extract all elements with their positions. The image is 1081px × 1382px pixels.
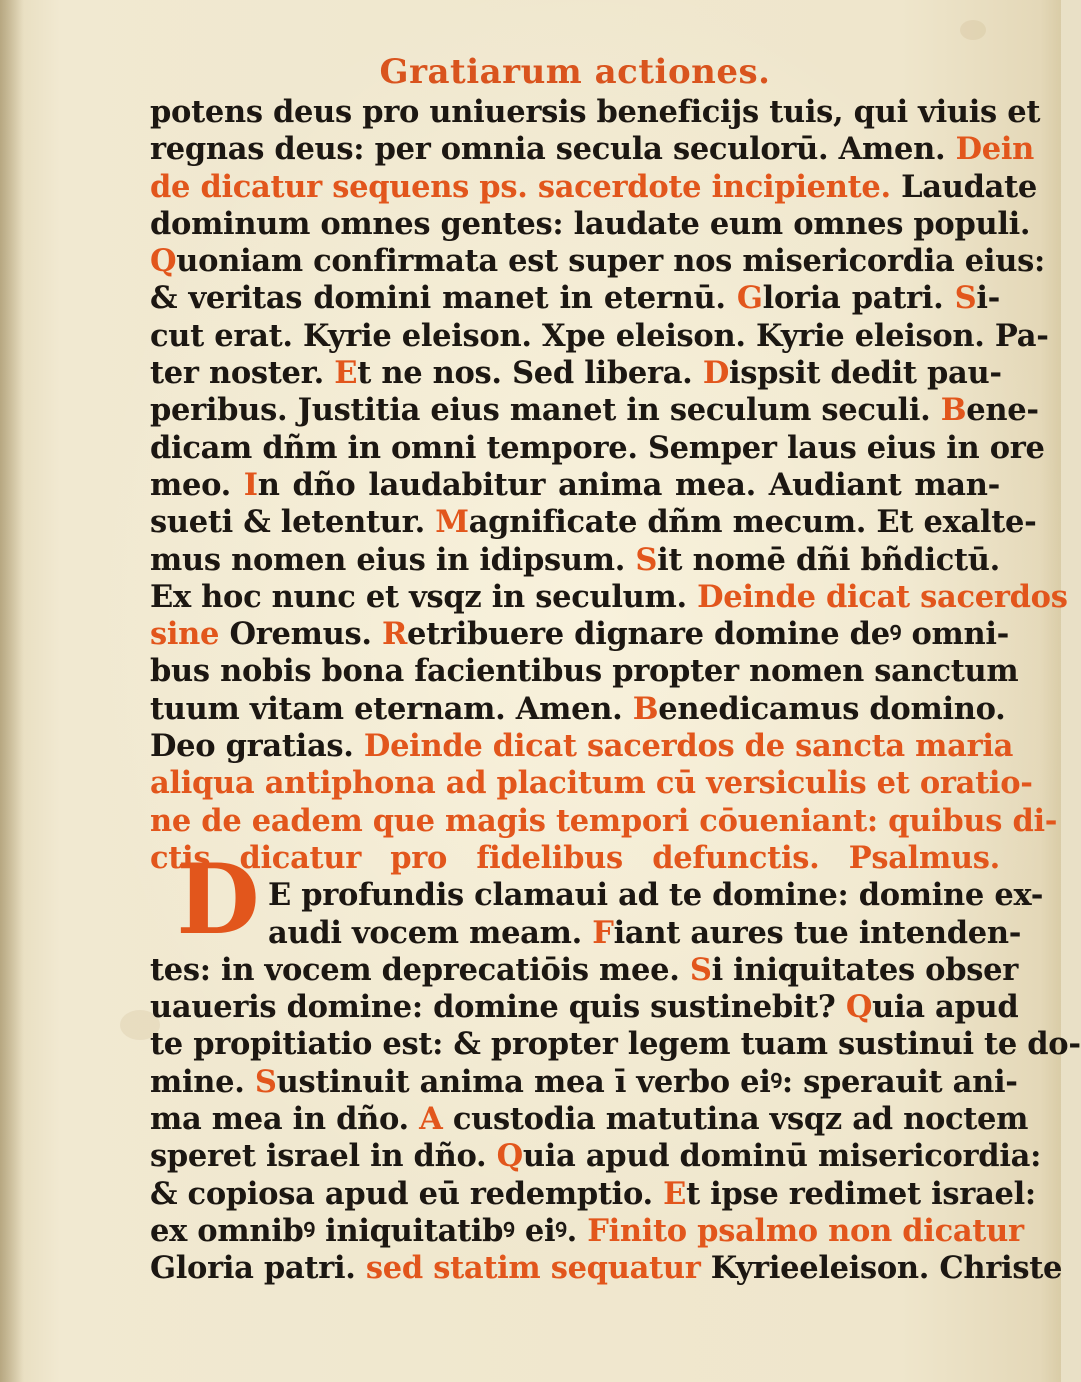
- text-line: [150, 728, 1014, 765]
- rubric-text: sed statim sequatur: [365, 1250, 711, 1287]
- rubric-text: I: [243, 466, 258, 503]
- rubric-text: Q: [150, 243, 177, 280]
- rubric-text: Finito psalmo non dicatur: [587, 1212, 1024, 1249]
- text-block: [150, 52, 1081, 1288]
- text-line: [150, 1175, 1036, 1213]
- text-line: [150, 131, 1035, 168]
- text-line: [150, 1138, 1042, 1175]
- text-line: [150, 317, 1049, 355]
- rubric-text: Deinde dicat sacerdos: [697, 578, 1068, 615]
- rubric-text: S: [689, 951, 712, 988]
- body-text: t ne nos. Sed libera.: [357, 355, 703, 392]
- body-text: mus nomen eius in idipsum.: [150, 541, 636, 578]
- body-text: sueti & letentur.: [150, 504, 436, 541]
- body-text: uia apud dominū misericordia:: [522, 1138, 1042, 1175]
- body-text: peribus. Justitia eius manet in seculum seculi.: [150, 392, 941, 429]
- text-line: [150, 1250, 1063, 1287]
- rubric-text: B: [632, 690, 659, 727]
- body-text: ma mea in dño.: [150, 1101, 420, 1138]
- body-text: agnificate dñm mecum. Et exalte-: [468, 504, 1037, 541]
- rubric-text: ctis dicatur pro fidelibus defunctis. Psalmus.: [150, 839, 1000, 876]
- text-line: [150, 914, 1022, 952]
- body-text: Gloria patri.: [150, 1250, 366, 1287]
- body-text: meo.: [150, 466, 244, 503]
- text-lines: [150, 94, 1081, 1288]
- text-line: [150, 1063, 1018, 1101]
- body-text: ispsit dedit pau-: [728, 355, 1002, 392]
- rubric-text: E: [334, 355, 358, 392]
- rubric-text: M: [435, 504, 469, 541]
- text-line: [150, 280, 1000, 317]
- body-text: ene-: [966, 392, 1039, 429]
- text-line: [150, 765, 1033, 802]
- body-text: regnas deus: per omnia secula seculorū. Amen.: [150, 131, 956, 168]
- text-line: [150, 168, 1038, 206]
- body-text: speret israel in dño.: [150, 1138, 497, 1175]
- rubric-text: sine: [150, 616, 230, 653]
- body-text: ter noster.: [150, 355, 335, 392]
- body-text: te propitiatio est: & propter legem tuam sustinui te do-: [150, 1026, 1081, 1063]
- text-line: [150, 94, 1041, 131]
- text-line: [150, 653, 1019, 690]
- body-text: Deo gratias.: [150, 728, 364, 765]
- text-line: [150, 840, 1000, 877]
- body-text: tes: in vocem deprecatiōis mee.: [150, 951, 690, 988]
- body-text: cut erat. Kyrie eleison. Xpe eleison. Kyrie eleison. Pa-: [150, 317, 1049, 354]
- rubric-text: A: [419, 1101, 443, 1138]
- drop-cap-initial: D: [176, 843, 260, 956]
- rubric-text: E: [663, 1175, 687, 1212]
- text-line: [150, 616, 1010, 653]
- rubric-text: Q: [496, 1138, 523, 1175]
- gutter-shadow: [0, 0, 24, 1382]
- text-line: [150, 1026, 1081, 1063]
- body-text: potens deus pro uniuersis beneficijs tuis, qui viuis et: [150, 94, 1041, 130]
- body-text: mine.: [150, 1063, 255, 1100]
- rubric-text: D: [702, 355, 729, 392]
- rubric-text: Q: [845, 989, 873, 1026]
- body-text: audi vocem meam.: [268, 914, 593, 951]
- rubric-text: G: [736, 280, 763, 317]
- text-line: [150, 205, 1031, 243]
- body-text: Laudate: [901, 168, 1038, 205]
- body-text: iant aures tue intenden-: [613, 914, 1022, 951]
- running-head: Gratiarum actiones.: [379, 52, 771, 92]
- text-line: [150, 504, 1037, 541]
- text-line: [150, 355, 1000, 392]
- text-line: [150, 429, 1045, 467]
- body-text: Oremus.: [229, 616, 382, 653]
- text-line: [150, 243, 1045, 280]
- body-text: uaueris domine: domine quis sustinebit?: [150, 989, 846, 1026]
- text-line: [150, 802, 1058, 840]
- text-line: [150, 542, 1000, 579]
- text-line: [150, 392, 1039, 429]
- body-text: n dño laudabitur anima mea. Audiant man-: [257, 466, 1000, 503]
- rubric-text: S: [635, 541, 658, 578]
- rubric-text: S: [954, 280, 977, 317]
- body-text: & veritas domini manet in eternū.: [150, 280, 737, 317]
- rubric-text: aliqua antiphona ad placitum cū versiculis et oratio-: [150, 765, 1033, 802]
- text-line: [150, 1101, 1029, 1138]
- text-line: [150, 578, 1068, 616]
- rubric-text: Deinde dicat sacerdos de sancta maria: [363, 728, 1014, 765]
- rubric-text: de dicatur sequens ps. sacerdote incipiente.: [150, 168, 902, 205]
- body-text: uia apud: [872, 989, 1019, 1026]
- rubric-text: S: [254, 1063, 277, 1100]
- paper-stain: [960, 20, 986, 40]
- body-text: uoniam confirmata est super nos misericordia eius:: [176, 243, 1045, 280]
- body-text: Kyrieeleison. Christe: [710, 1250, 1063, 1287]
- text-line: [150, 1212, 1024, 1250]
- body-text: loria patri.: [762, 280, 955, 317]
- body-text: ustinuit anima mea ī verbo eiꝰ: sperauit ani-: [276, 1063, 1018, 1100]
- body-text: Ex hoc nunc et vsqz in seculum.: [150, 578, 698, 615]
- rubric-text: ne de eadem que magis tempori cōueniant: quibus di-: [150, 802, 1058, 839]
- body-text: custodia matutina vsqz ad noctem: [442, 1101, 1029, 1138]
- rubric-text: B: [940, 392, 967, 429]
- body-text: ex omnibꝰ iniquitatibꝰ eiꝰ.: [150, 1212, 588, 1249]
- rubric-text: R: [381, 616, 408, 653]
- body-text: i-: [976, 280, 1000, 317]
- rubric-text: F: [592, 914, 614, 951]
- body-text: enedicamus domino.: [658, 690, 1006, 727]
- body-text: etribuere dignare domine deꝰ omni-: [407, 616, 1010, 653]
- body-text: it nomē dñi bñdictū.: [657, 541, 1000, 578]
- body-text: & copiosa apud eū redemptio.: [150, 1175, 664, 1212]
- text-line: [150, 989, 1019, 1026]
- rubric-text: Dein: [955, 131, 1035, 168]
- text-line: [150, 467, 1000, 504]
- body-text: t ipse redimet israel:: [686, 1175, 1036, 1212]
- body-text: dominum omnes gentes: laudate eum omnes populi.: [150, 205, 1031, 242]
- text-line: [150, 690, 1006, 728]
- body-text: dicam dñm in omni tempore. Semper laus eius in ore: [150, 429, 1045, 466]
- body-text: E profundis clamaui ad te domine: domine ex-: [268, 877, 1044, 914]
- text-line: [150, 951, 1018, 989]
- body-text: tuum vitam eternam. Amen.: [150, 690, 633, 727]
- body-text: bus nobis bona facientibus propter nomen sanctum: [150, 653, 1019, 690]
- body-text: i iniquitates obser: [711, 951, 1018, 988]
- text-line: [150, 877, 1044, 914]
